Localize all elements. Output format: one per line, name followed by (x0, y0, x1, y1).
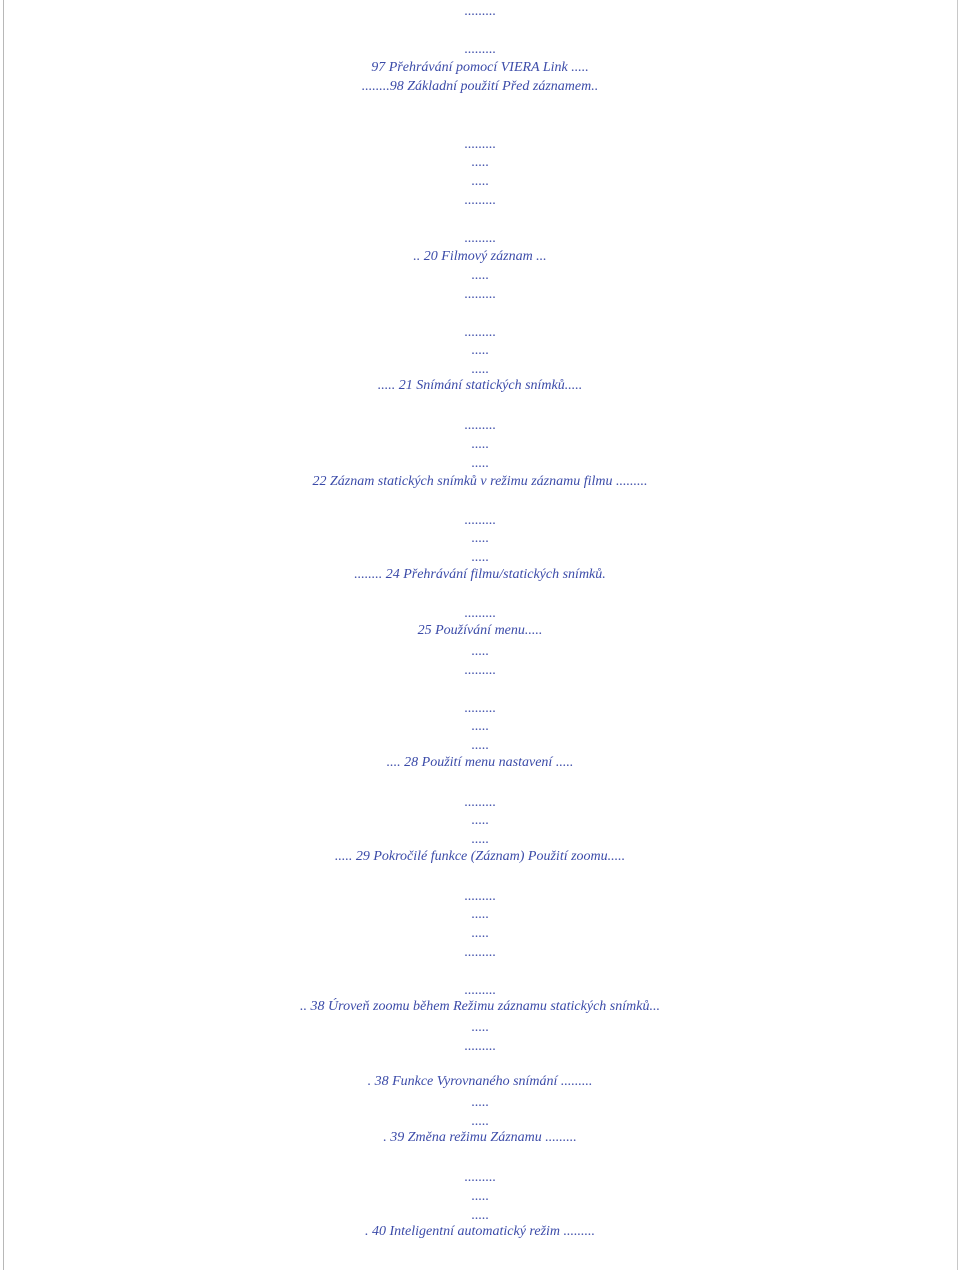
dot-leader: ..... (471, 1020, 489, 1035)
dot-leader: ..... (471, 456, 489, 471)
dot-leader: ......... (464, 983, 496, 998)
dot-leader: ......... (464, 945, 496, 960)
dot-leader: ..... (471, 832, 489, 847)
dot-leader: ..... (471, 1208, 489, 1223)
toc-entry: ..... 29 Pokročilé funkce (Záznam) Použití zoomu..... (334, 849, 626, 864)
dot-leader: ..... (471, 644, 489, 659)
dot-leader: ..... (471, 343, 489, 358)
dot-leader: ..... (471, 362, 489, 377)
toc-entry: .. 38 Úroveň zoomu během Režimu záznamu statických snímků... (300, 999, 660, 1014)
dot-leader: ..... (471, 1189, 489, 1204)
dot-leader: ..... (471, 437, 489, 452)
dot-leader: ......... (464, 1039, 496, 1054)
toc-entry: ........ 24 Přehrávání filmu/statických snímků. (354, 567, 606, 582)
dot-leader: ..... (471, 550, 489, 565)
dot-leader: ..... (471, 268, 489, 283)
dot-leader: ......... (464, 325, 496, 340)
toc-entry: .... 28 Použití menu nastavení ..... (386, 755, 574, 770)
dot-leader: ......... (464, 4, 496, 19)
dot-leader: ..... (471, 531, 489, 546)
dot-leader: ......... (464, 231, 496, 246)
dot-leader: ......... (464, 1170, 496, 1185)
dot-leader: ..... (471, 907, 489, 922)
toc-entry: ........98 Základní použití Před záznamem.. (361, 79, 599, 94)
dot-leader: ......... (464, 418, 496, 433)
toc-entry: 25 Používání menu..... (417, 623, 543, 638)
dot-leader: ..... (471, 926, 489, 941)
dot-leader: ......... (464, 42, 496, 57)
dot-leader: ......... (464, 193, 496, 208)
toc-entry: 22 Záznam statických snímků v režimu záznamu filmu ......... (312, 474, 648, 489)
dot-leader: ......... (464, 889, 496, 904)
dot-leader: ..... (471, 1095, 489, 1110)
toc-entry: ..... 21 Snímání statických snímků..... (377, 378, 583, 393)
dot-leader: ..... (471, 1114, 489, 1129)
toc-entry: . 40 Inteligentní automatický režim ......... (364, 1224, 596, 1239)
dot-leader: ......... (464, 701, 496, 716)
dot-leader: ......... (464, 795, 496, 810)
dot-leader: ......... (464, 513, 496, 528)
dot-leader: ..... (471, 719, 489, 734)
dot-leader: ..... (471, 813, 489, 828)
toc-entry: 97 Přehrávání pomocí VIERA Link ..... (371, 60, 589, 75)
dot-leader: ......... (464, 663, 496, 678)
toc-entry: .. 20 Filmový záznam ... (413, 249, 547, 264)
dot-leader: ..... (471, 155, 489, 170)
toc-entry: . 39 Změna režimu Záznamu ......... (383, 1130, 577, 1145)
dot-leader: ......... (464, 606, 496, 621)
dot-leader: ......... (464, 137, 496, 152)
toc-entry: . 38 Funkce Vyrovnaného snímání ......... (367, 1074, 593, 1089)
dot-leader: ......... (464, 287, 496, 302)
dot-leader: ..... (471, 738, 489, 753)
dot-leader: ..... (471, 174, 489, 189)
